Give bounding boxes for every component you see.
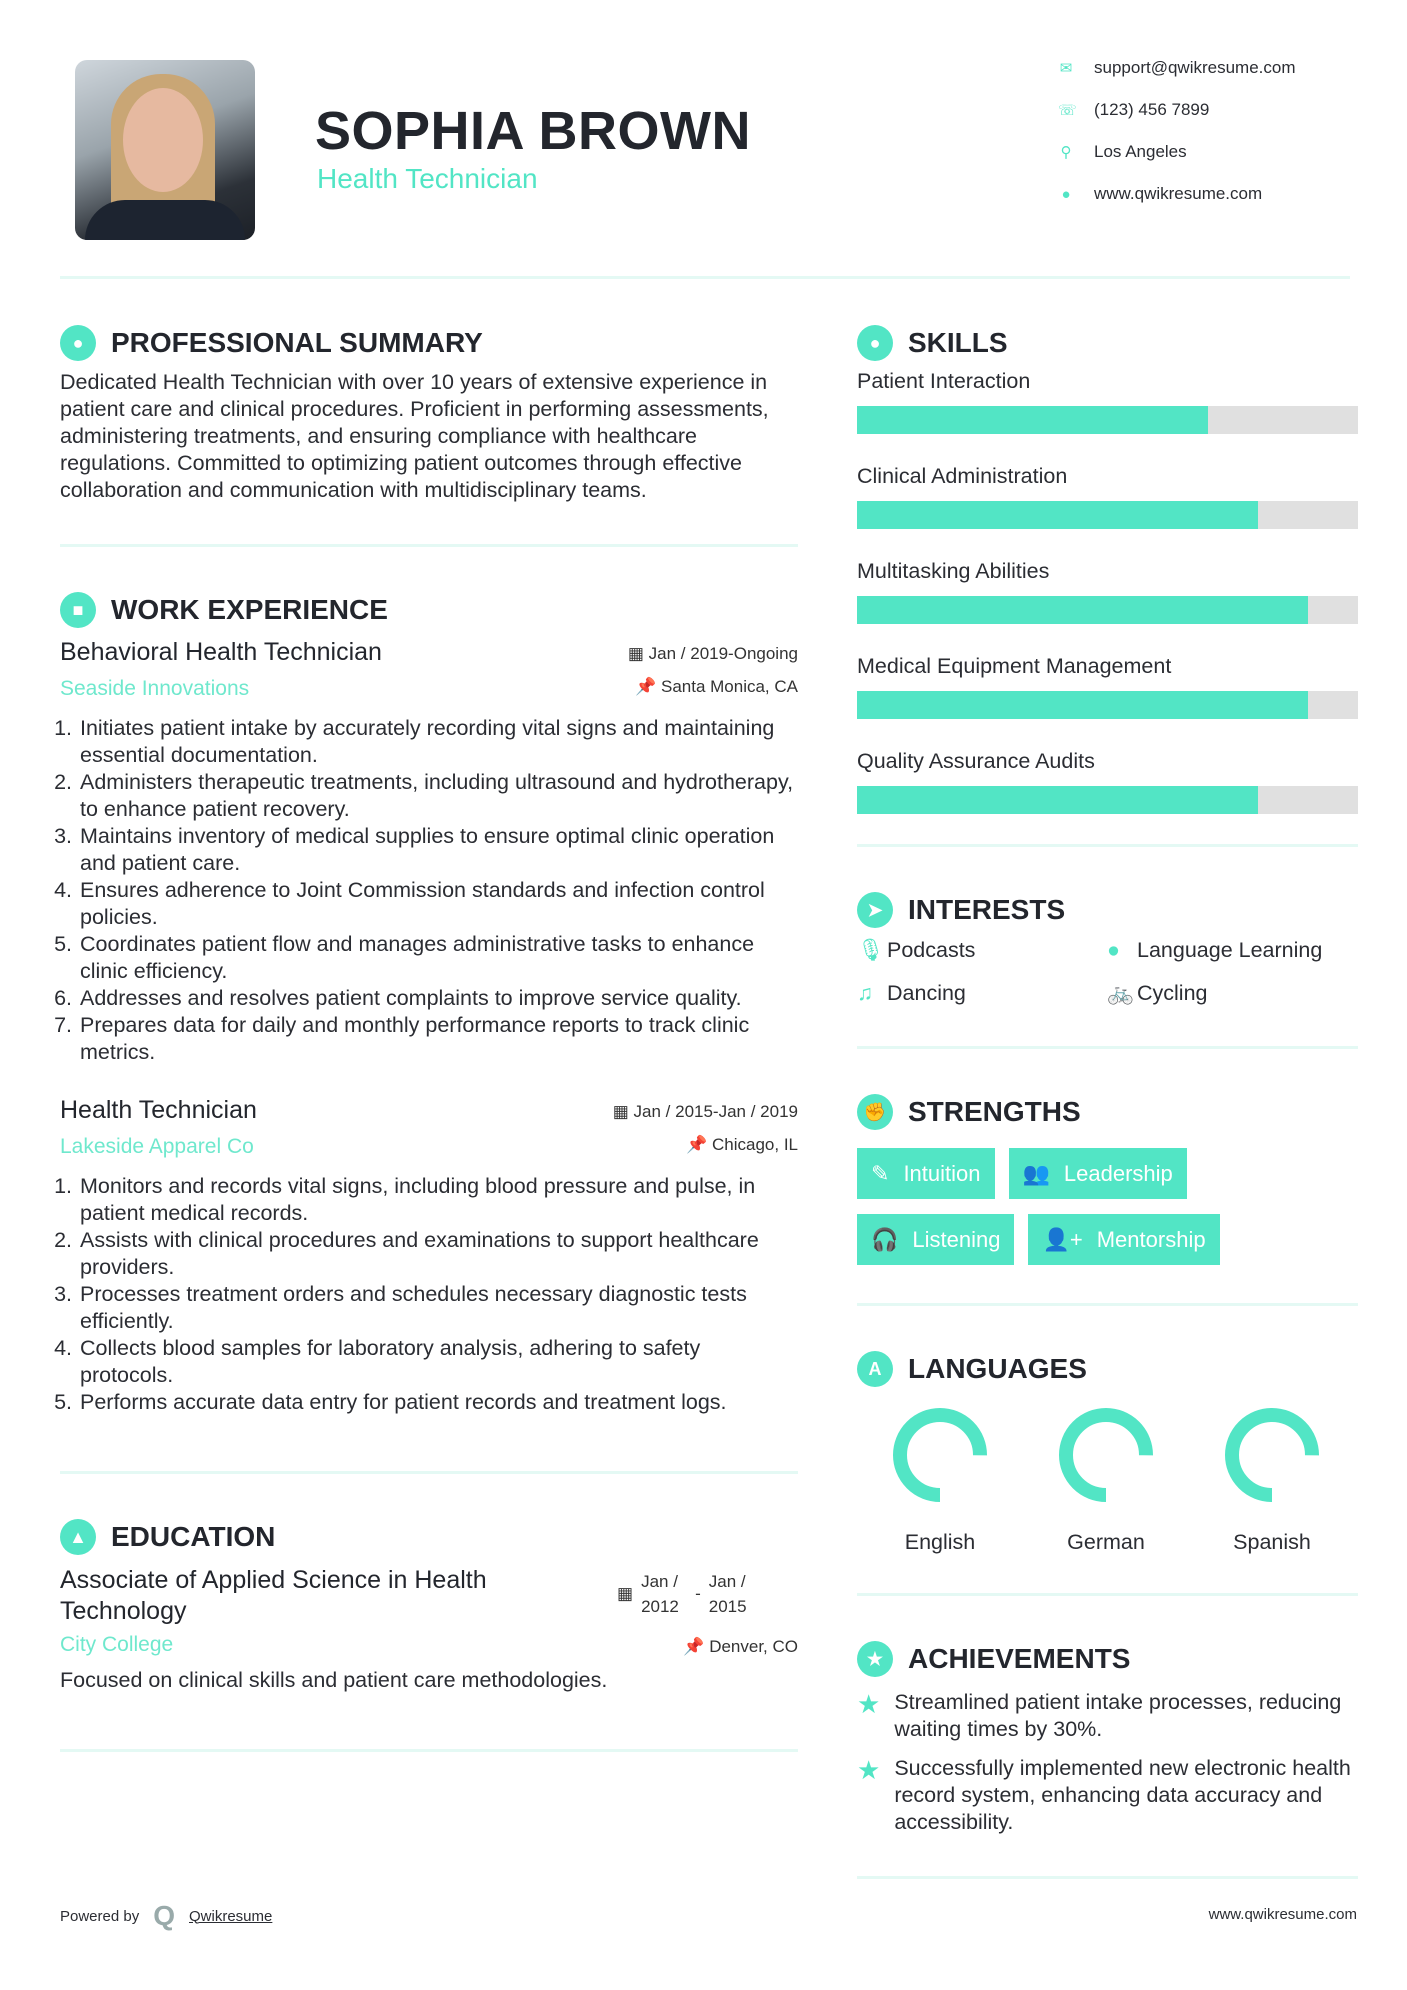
skill-name: Multitasking Abilities	[857, 559, 1050, 583]
skill-item	[857, 369, 1358, 434]
language-icon: A	[857, 1351, 893, 1387]
interests-list	[857, 938, 1358, 1006]
language-ring	[1222, 1405, 1322, 1505]
achievement-item	[857, 1755, 1358, 1836]
education-entry	[60, 1565, 798, 1694]
skill-bar-fill	[857, 786, 1258, 814]
envelope-icon: ✉	[1059, 60, 1073, 77]
skill-item	[857, 464, 1358, 529]
school-name: City College	[60, 1633, 174, 1656]
skill-item	[857, 654, 1358, 719]
paper-plane-icon: ➤	[857, 892, 893, 928]
job-entry	[60, 1096, 798, 1416]
achievement-item	[857, 1689, 1358, 1743]
skill-name: Patient Interaction	[857, 369, 1031, 393]
language-item	[857, 1405, 1023, 1555]
heading-text: PROFESSIONAL SUMMARY	[111, 327, 483, 358]
achievement-text: Successfully implemented new electronic health record system, enhancing data accuracy and accessibility.	[894, 1756, 1351, 1834]
heading-text: SKILLS	[908, 327, 1008, 358]
bicycle-icon: 🚲	[1107, 981, 1134, 1005]
location-text: Chicago, IL	[712, 1135, 798, 1154]
right-column	[857, 325, 1358, 1879]
interest-label: Cycling	[1137, 981, 1208, 1005]
heading-text: WORK EXPERIENCE	[111, 594, 388, 625]
dates-text: Jan / 2019-Ongoing	[648, 644, 798, 663]
divider	[60, 544, 798, 547]
interest-item	[857, 981, 1107, 1006]
strength-tag	[1028, 1214, 1219, 1265]
language-ring-arc	[900, 1415, 980, 1495]
strengths-heading	[857, 1094, 1358, 1130]
language-ring-arc	[1066, 1415, 1146, 1495]
skill-bar	[857, 786, 1358, 814]
profile-photo	[75, 60, 255, 240]
globe-icon: ●	[1061, 185, 1071, 203]
strengths-list	[857, 1148, 1358, 1265]
date-separator: -	[695, 1584, 701, 1603]
lightbulb-icon: ●	[857, 325, 893, 361]
pushpin-icon: 📌	[683, 1637, 710, 1656]
strength-label: Mentorship	[1096, 1226, 1206, 1252]
skill-name: Medical Equipment Management	[857, 654, 1172, 678]
strength-label: Intuition	[903, 1160, 981, 1186]
job-location	[635, 677, 798, 697]
skill-bar	[857, 596, 1358, 624]
bullet: 2. Assists with clinical procedures and examinations to support healthcare providers.	[78, 1227, 798, 1281]
achievements-list	[857, 1689, 1358, 1836]
divider	[857, 1046, 1358, 1049]
strength-label: Leadership	[1063, 1160, 1173, 1186]
bullet: 4. Ensures adherence to Joint Commission standards and infection control policies.	[78, 877, 798, 931]
divider	[60, 276, 1350, 279]
job-title: Health Technician	[60, 1096, 257, 1124]
skills-heading	[857, 325, 1358, 361]
music-icon: ♫	[857, 981, 874, 1005]
achievements-heading	[857, 1641, 1358, 1677]
summary-heading	[60, 325, 798, 361]
start-date: Jan / 2012	[641, 1572, 679, 1616]
language-name: Spanish	[1233, 1530, 1311, 1554]
star-icon: ★	[857, 1755, 881, 1785]
interest-label: Podcasts	[887, 938, 976, 962]
contact-text: (123) 456 7899	[1094, 100, 1210, 119]
pushpin-icon: 📌	[686, 1135, 712, 1154]
language-name: English	[904, 1530, 976, 1554]
summary-text: Dedicated Health Technician with over 10 years of extensive experience in patient care and clinical procedures. Proficient in performing assessments, administering treatments, and ensuring compliance with healthcare regulations. Committed to optimizing patient outcomes through effective collaboration and communication with multidisciplinary teams.	[60, 370, 769, 502]
skill-name: Clinical Administration	[857, 464, 1068, 488]
bullet: 5. Coordinates patient flow and manages administrative tasks to enhance clinic efficiency.	[78, 931, 798, 985]
education-dates	[617, 1569, 755, 1619]
left-column	[60, 325, 798, 1752]
language-ring	[890, 1405, 990, 1505]
company-name: Lakeside Apparel Co	[60, 1135, 254, 1158]
achievement-text: Streamlined patient intake processes, reducing waiting times by 30%.	[894, 1690, 1342, 1741]
skill-bar	[857, 501, 1358, 529]
user-icon: ●	[60, 325, 96, 361]
degree: Associate of Applied Science in Health Technology	[60, 1566, 487, 1625]
divider	[857, 1876, 1358, 1879]
contact-email	[1058, 58, 1296, 78]
interest-item	[857, 938, 1107, 963]
dates-text: Jan / 2015-Jan / 2019	[633, 1102, 798, 1121]
skill-bar-fill	[857, 501, 1258, 529]
bullet: 3. Maintains inventory of medical supplies to ensure optimal clinic operation and patient care.	[78, 823, 798, 877]
contact-location	[1058, 142, 1187, 162]
job-title: Behavioral Health Technician	[60, 638, 382, 666]
bullet: 7. Prepares data for daily and monthly performance reports to track clinic metrics.	[78, 1012, 798, 1066]
skill-bar-fill	[857, 596, 1308, 624]
education-heading	[60, 1519, 798, 1555]
graduation-icon: ▲	[60, 1519, 96, 1555]
globe-icon: ●	[1107, 938, 1120, 962]
interest-item	[1107, 938, 1357, 963]
headphones-icon: 🎧	[871, 1226, 899, 1252]
language-ring-arc	[1232, 1415, 1312, 1495]
heading-text: EDUCATION	[111, 1521, 276, 1552]
location-text: Santa Monica, CA	[660, 677, 798, 696]
trophy-icon: ★	[857, 1641, 893, 1677]
bullet: 3. Processes treatment orders and schedules necessary diagnostic tests efficiently.	[78, 1281, 798, 1335]
skill-bar	[857, 691, 1358, 719]
bullet: 2. Administers therapeutic treatments, including ultrasound and hydrotherapy, to enhance patient recovery.	[78, 769, 798, 823]
map-marker-icon: ⚲	[1060, 144, 1072, 161]
divider	[60, 1749, 798, 1752]
contact-text: support@qwikresume.com	[1094, 58, 1296, 77]
candidate-title: Health Technician	[317, 163, 538, 194]
bullet: 1. Monitors and records vital signs, including blood pressure and pulse, in patient medical records.	[78, 1173, 798, 1227]
job-dates	[613, 1102, 798, 1122]
job-bullets	[60, 1173, 798, 1416]
phone-icon: ☏	[1058, 102, 1077, 119]
user-plus-icon: 👤+	[1042, 1226, 1083, 1252]
language-name: German	[1067, 1530, 1145, 1554]
star-icon: ★	[857, 1689, 881, 1719]
job-location	[686, 1135, 798, 1155]
calendar-icon: ▦	[617, 1584, 634, 1603]
skill-bar-fill	[857, 691, 1308, 719]
magic-wand-icon: ✎	[871, 1160, 890, 1186]
calendar-icon: ▦	[612, 1102, 634, 1121]
skill-bar	[857, 406, 1358, 434]
education-description: Focused on clinical skills and patient care methodologies.	[60, 1668, 608, 1692]
language-ring	[1056, 1405, 1156, 1505]
heading-text: LANGUAGES	[908, 1353, 1087, 1384]
bullet: 1. Initiates patient intake by accurately recording vital signs and maintaining essential documentation.	[78, 715, 798, 769]
languages-list	[857, 1405, 1358, 1555]
skills-list	[857, 369, 1358, 814]
languages-heading	[857, 1351, 1358, 1387]
brand-link[interactable]: Qwikresume	[189, 1907, 273, 1925]
divider	[857, 1593, 1358, 1596]
footer-url-link[interactable]: www.qwikresume.com	[1208, 1906, 1357, 1923]
job-dates	[628, 644, 798, 664]
fist-icon: ✊	[857, 1094, 893, 1130]
briefcase-icon: ■	[60, 592, 96, 628]
users-icon: 👥	[1022, 1160, 1050, 1186]
heading-text: INTERESTS	[908, 894, 1066, 925]
strength-tag	[857, 1148, 995, 1199]
education-location	[683, 1637, 798, 1657]
skill-item	[857, 559, 1358, 624]
calendar-icon: ▦	[627, 644, 649, 663]
interest-label: Dancing	[887, 981, 966, 1005]
heading-text: STRENGTHS	[908, 1096, 1081, 1127]
skill-name: Quality Assurance Audits	[857, 749, 1095, 773]
location-text: Denver, CO	[709, 1637, 798, 1656]
qwikresume-logo-icon: Q	[153, 1900, 175, 1931]
skill-item	[857, 749, 1358, 814]
skill-bar-fill	[857, 406, 1208, 434]
pushpin-icon: 📌	[635, 677, 661, 696]
heading-text: ACHIEVEMENTS	[908, 1643, 1131, 1674]
powered-by-text: Powered by	[60, 1907, 140, 1925]
bullet: 5. Performs accurate data entry for patient records and treatment logs.	[78, 1389, 798, 1416]
strength-tag	[1009, 1148, 1187, 1199]
interest-item	[1107, 981, 1357, 1006]
bullet: 6. Addresses and resolves patient complaints to improve service quality.	[78, 985, 798, 1012]
job-bullets	[60, 715, 798, 1066]
bullet: 4. Collects blood samples for laboratory analysis, adhering to safety protocols.	[78, 1335, 798, 1389]
contact-phone	[1058, 100, 1209, 120]
candidate-name: SOPHIA BROWN	[315, 101, 751, 161]
footer-brand	[60, 1900, 272, 1932]
divider	[857, 1303, 1358, 1306]
divider	[60, 1471, 798, 1474]
interests-heading	[857, 892, 1358, 928]
language-item	[1023, 1405, 1189, 1555]
contact-website	[1058, 184, 1262, 204]
contact-text: www.qwikresume.com	[1094, 184, 1263, 203]
company-name: Seaside Innovations	[60, 677, 250, 700]
end-date: Jan / 2015	[708, 1572, 747, 1616]
work-heading	[60, 592, 798, 628]
interest-label: Language Learning	[1137, 938, 1323, 962]
language-item	[1189, 1405, 1355, 1555]
microphone-icon: 🎙	[857, 938, 885, 962]
divider	[857, 844, 1358, 847]
job-entry	[60, 638, 798, 1066]
contact-text: Los Angeles	[1094, 142, 1187, 161]
strength-label: Listening	[912, 1226, 1001, 1252]
strength-tag	[857, 1214, 1014, 1265]
